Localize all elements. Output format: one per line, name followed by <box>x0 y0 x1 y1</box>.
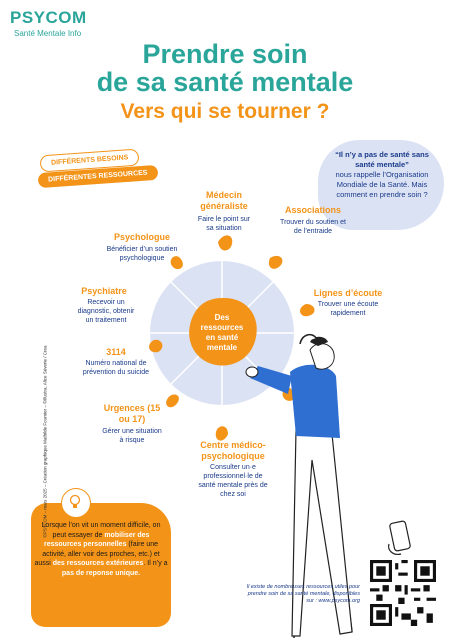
desc-3114: Numéro national de prévention du suicide <box>82 360 150 376</box>
label-lignes: Lignes d’écoute <box>313 288 383 298</box>
lightbulb-icon <box>68 494 82 510</box>
quote-bold: “Il n’y a pas de santé sans santé mentale” <box>335 150 429 169</box>
info-text-2: (faire une activité, aller voir des proches, etc.) et aussi <box>34 541 160 568</box>
info-bold-2: des ressources extérieures <box>52 560 144 568</box>
info-text-3: . Il n’y a <box>143 560 168 568</box>
desc-associations: Trouver du soutien et de l’entraide <box>280 219 346 235</box>
qr-code[interactable] <box>370 560 436 626</box>
page-title-line1: Prendre soin <box>142 39 308 69</box>
ray-top <box>218 235 232 250</box>
pill-ressources: DIFFÉRENTES RESSOURCES <box>38 165 158 188</box>
desc-psychiatre: Recevoir un diagnostic, obtenir un traitement <box>77 299 135 324</box>
quote-rest: nous rappelle l’Organisation Mondiale de la Santé. Mais comment en prendre soin ? <box>335 170 429 199</box>
page-subtitle: Vers qui se tourner ? <box>120 100 330 123</box>
quote-text <box>326 150 438 200</box>
label-3114: 3114 <box>106 347 126 357</box>
label-psychiatre: Psychiatre <box>81 286 127 296</box>
brand-logo: PSYCOM <box>10 8 87 27</box>
info-bold-1: mobiliser des ressources personnelles <box>43 531 150 549</box>
brand-subtitle: Santé Mentale Info <box>14 29 82 38</box>
label-medecin: Médecin généraliste <box>200 190 248 211</box>
info-bold-3: pas de reponse unique. <box>61 569 141 577</box>
label-urgences: Urgences (15 ou 17) <box>103 403 161 424</box>
info-text-1: Lorsque l’on vit un moment difficile, on peut essayer de <box>41 522 161 539</box>
desc-medecin: Faire le point sur sa situation <box>197 216 251 232</box>
pill-besoins: DIFFÉRENTS BESOINS <box>40 149 140 173</box>
desc-psychologue: Bénéficier d’un soutien psychologique <box>106 246 178 262</box>
desc-cmp: Consulter un·e professionnel·le de santé mentale près de chez soi <box>198 464 268 498</box>
side-credits: ©PSYCOM – mars 2025 – Création graphique Mathilde Fournier – ©illustra. Alice Séverie / Crea <box>42 345 48 538</box>
center-label: Des ressources en santé mentale <box>200 313 244 352</box>
ray-bottom <box>216 426 228 440</box>
info-text <box>34 521 168 579</box>
desc-urgences: Gérer une situation à risque <box>102 428 162 444</box>
footer-text: Il existe de nombreuses ressources utiles pour prendre soin de sa santé mentale, disponibles sur : www.psycom.org <box>246 584 360 604</box>
label-associations: Associations <box>284 205 342 215</box>
ray-top-right <box>269 256 282 269</box>
ray-bottom-left <box>166 395 179 408</box>
page-title-line2: de sa santé mentale <box>96 67 354 97</box>
label-cmp: Centre médico-psychologique <box>200 440 266 461</box>
phone-icon <box>385 520 415 558</box>
label-psychologue: Psychologue <box>113 232 170 242</box>
desc-lignes: Trouver une écoute rapidement <box>317 301 379 317</box>
